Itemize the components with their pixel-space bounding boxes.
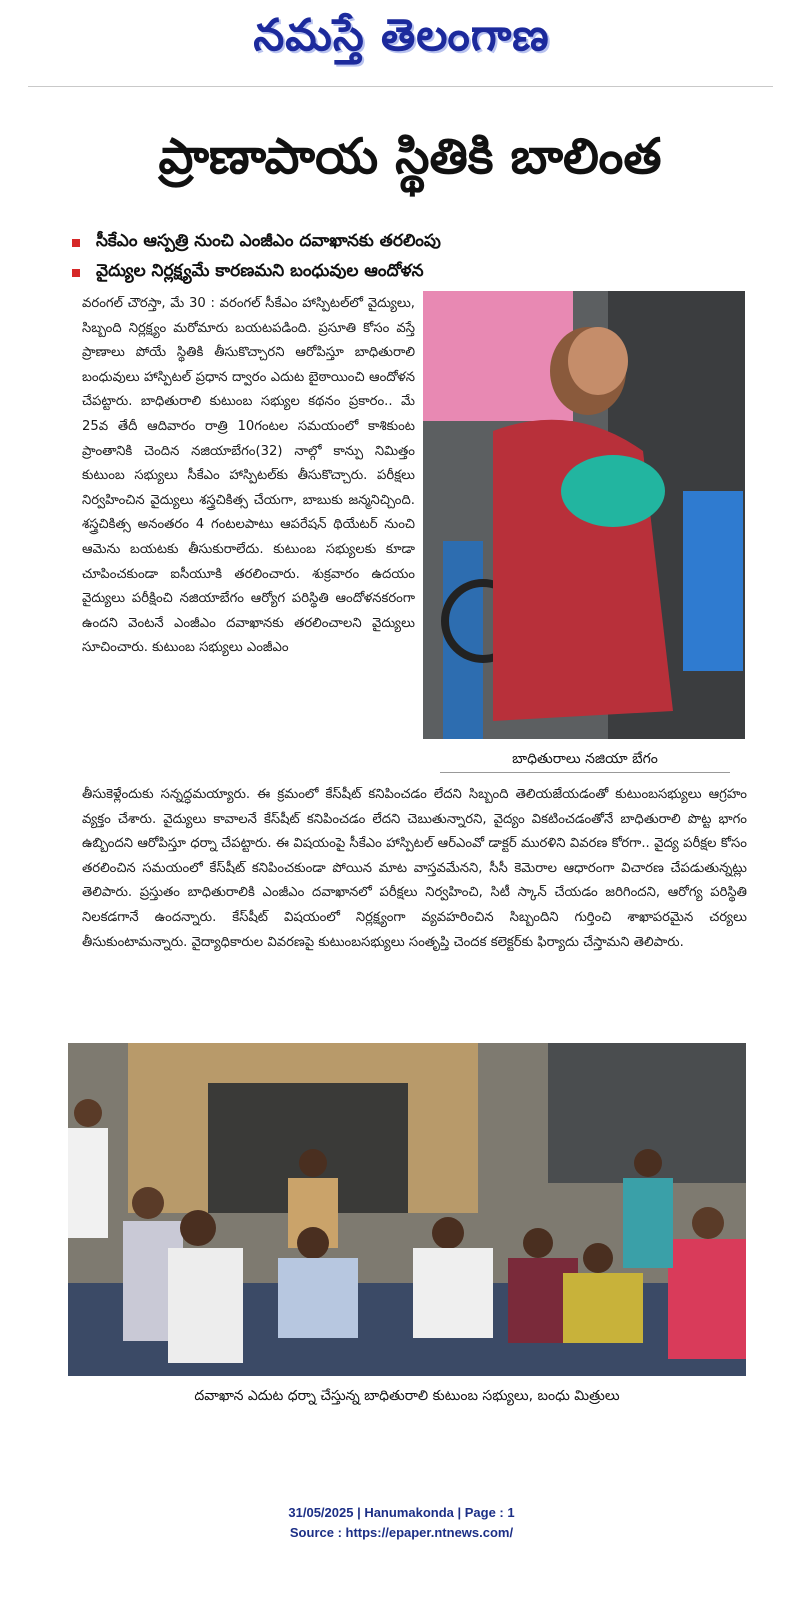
bullet-square-icon (72, 239, 80, 247)
masthead-title: నమస్తే తెలంగాణ (253, 10, 550, 61)
photo-caption-patient: బాధితురాలు నజియా బేగం (440, 746, 730, 773)
protest-photo (68, 1043, 746, 1376)
article-body-full: తీసుకెళ్లేందుకు సన్నద్ధమయ్యారు. ఈ క్రమంలో కేస్‌షీట్ కనిపించడం లేదని సిబ్బంది తెలియజేయడంతో కుటుంబసభ్యులు ఆగ్రహం వ్యక్తం చేశారు. వైద్యులు కావాలనే కేస్‌షీట్ కనిపించడం లేదని చెబుతున్నారని, వైద్యం వికటించడంతోనే బాధితురాలి పొట్ట భాగం ఉబ్బిందని ఆరోపిస్తూ ధర్నా చేపట్టారు. ఈ విషయంపై సీకేఎం హాస్పిటల్ ఆర్ఎంవో డాక్టర్ మురళిని వివరణ కోరగా.. వైద్య పరీక్షల కోసం తరలించిన సమయంలో కేస్‌షీట్ కనిపించకుండా పోయిన మాట వాస్తవమేనని, సీసీ కెమెరాల ఆధారంగా విచారణ చేపడుతున్నట్లు తెలిపారు. ప్రస్తుతం బాధితురాలికి ఎంజీఎం దవాఖానలో పరీక్షలు నిర్వహించి, సిటీ స్కాన్ చేయడం జరిగిందని, ఆరోగ్య పరిస్థితి నిలకడగానే ఉందన్నారు. కేస్‌షీట్ విషయంలో నిర్లక్ష్యంగా వ్యవహరించిన సిబ్బందిని గుర్తించి శాఖాపరమైన చర్యలు తీసుకుంటామన్నారు. వైద్యాధికారుల వివరణపై కుటుంబసభ్యులు సంతృప్తి చెందక కలెక్టర్‌కు ఫిర్యాదు చేస్తామని తెలిపారు. (82, 787, 747, 950)
article-headline: ప్రాణాపాయ స్థితికి బాలింత (158, 128, 662, 185)
subheading-text: సీకేఎం ఆస్పత్రి నుంచి ఎంజీఎం దవాఖానకు తరలింపు (96, 231, 441, 251)
subheading-text: వైద్యుల నిర్లక్ష్యమే కారణమని బంధువుల ఆందోళన (96, 261, 424, 281)
patient-photo (423, 291, 745, 739)
footer-date-edition: 31/05/2025 | Hanumakonda | Page : 1 (288, 1505, 515, 1520)
subheadings (72, 228, 712, 288)
photo-caption-protest: దవాఖాన ఎదుట ధర్నా చేస్తున్న బాధితురాలి కుటుంబ సభ్యులు, బంధు మిత్రులు (194, 1388, 620, 1404)
divider (28, 86, 773, 87)
subheading-2 (72, 258, 712, 288)
article-body-left: వరంగల్ చౌరస్తా, మే 30 : వరంగల్ సీకేఎం హాస్పిటల్‌లో వైద్యులు, సిబ్బంది నిర్లక్ష్యం మరోమారు బయటపడింది. ప్రసూతి కోసం వస్తే ప్రాణాలు పోయే స్థితికి తీసుకొచ్చారని ఆరోపిస్తూ బాధితురాలి బంధువులు హాస్పిటల్ ప్రధాన ద్వారం ఎదుట బైఠాయించి ఆందోళన చేపట్టారు. బాధితురాలి కుటుంబ సభ్యుల కథనం ప్రకారం.. మే 25వ తేదీ ఆదివారం రాత్రి 10గంటల సమయంలో కాశికుంట ప్రాంతానికి చెందిన నజియాబేగం(32) నాల్గో కాన్పు నిమిత్తం కుటుంబ సభ్యులు సీకేఎం హాస్పిటల్‌కు తీసుకొచ్చారు. పరీక్షలు నిర్వహించిన వైద్యులు శస్త్రచికిత్స చేయగా, బాబుకు జన్మనిచ్చింది. శస్త్రచికిత్స అనంతరం 4 గంటలపాటు ఆపరేషన్ థియేటర్ నుంచి ఆమెను బయటకు తీసుకురాలేదు. కుటుంబ సభ్యులకు కూడా చూపించకుండా ఐసీయూకి తరలించారు. శుక్రవారం ఉదయం వైద్యులు పరీక్షించి నజియాబేగం ఆర్యోగ పరిస్థితి ఆందోళనకరంగా ఉందని వెంటనే ఎంజీఎం దవాఖానకు తరలించాలని వైద్యులు సూచించారు. కుటుంబ సభ్యులు ఎంజీఎం (82, 296, 415, 656)
page-footer (0, 1503, 803, 1543)
bullet-square-icon (72, 269, 80, 277)
footer-source: Source : https://epaper.ntnews.com/ (289, 1525, 514, 1540)
masthead (0, 0, 803, 82)
subheading-1 (72, 228, 712, 258)
